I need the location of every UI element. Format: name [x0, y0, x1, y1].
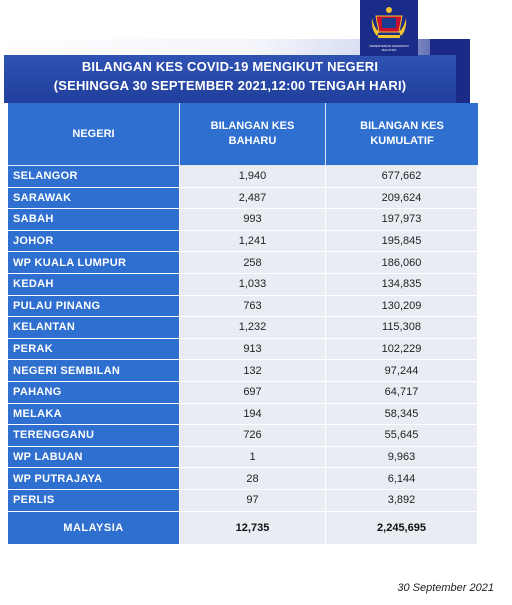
cell-baharu: 1,940: [180, 166, 326, 188]
table-row: [8, 231, 478, 253]
table-row: [8, 252, 478, 274]
cell-kumulatif: 3,892: [326, 490, 478, 512]
column-header-kumulatif-label: BILANGAN KES KUMULATIF: [360, 120, 444, 147]
table-row: [8, 296, 478, 318]
cell-kumulatif: 115,308: [326, 317, 478, 339]
cell-kumulatif: 197,973: [326, 209, 478, 231]
cell-baharu: 726: [180, 425, 326, 447]
page-title: [4, 57, 456, 95]
table-row: [8, 447, 478, 469]
cell-kumulatif: 58,345: [326, 404, 478, 426]
cell-baharu: 1,241: [180, 231, 326, 253]
cell-negeri: PAHANG: [8, 382, 180, 404]
cell-negeri: SELANGOR: [8, 166, 180, 188]
cell-negeri: NEGERI SEMBILAN: [8, 360, 180, 382]
cell-negeri: SARAWAK: [8, 188, 180, 210]
covid-cases-table: [8, 103, 478, 545]
cell-baharu: 697: [180, 382, 326, 404]
cell-baharu: 194: [180, 404, 326, 426]
cell-baharu: 1,232: [180, 317, 326, 339]
cell-kumulatif: 97,244: [326, 360, 478, 382]
cell-negeri: KEDAH: [8, 274, 180, 296]
cell-negeri: MELAKA: [8, 404, 180, 426]
cell-kumulatif: 134,835: [326, 274, 478, 296]
table-row: [8, 360, 478, 382]
table-row: [8, 317, 478, 339]
cell-negeri: TERENGGANU: [8, 425, 180, 447]
table-row: [8, 425, 478, 447]
report-date: 30 September 2021: [397, 582, 494, 594]
cell-baharu: 2,487: [180, 188, 326, 210]
table-row: [8, 382, 478, 404]
cell-negeri: JOHOR: [8, 231, 180, 253]
cell-baharu: 132: [180, 360, 326, 382]
table-row: [8, 404, 478, 426]
cell-baharu: 1: [180, 447, 326, 469]
cell-kumulatif: 102,229: [326, 339, 478, 361]
cell-negeri: WP KUALA LUMPUR: [8, 252, 180, 274]
malaysia-crest-icon: [370, 6, 408, 40]
cell-negeri: WP PUTRAJAYA: [8, 468, 180, 490]
cell-baharu: 763: [180, 296, 326, 318]
column-header-baharu: [180, 103, 326, 166]
cell-negeri: SABAH: [8, 209, 180, 231]
cell-kumulatif: 6,144: [326, 468, 478, 490]
table-row: [8, 468, 478, 490]
cell-kumulatif: 677,662: [326, 166, 478, 188]
cell-negeri: PERLIS: [8, 490, 180, 512]
total-row: [8, 512, 478, 545]
cell-kumulatif: 9,963: [326, 447, 478, 469]
total-kumulatif: 2,245,695: [326, 512, 478, 545]
cell-kumulatif: 64,717: [326, 382, 478, 404]
cell-baharu: 913: [180, 339, 326, 361]
cell-baharu: 97: [180, 490, 326, 512]
cell-kumulatif: 195,845: [326, 231, 478, 253]
title-line-2: (SEHINGGA 30 SEPTEMBER 2021,12:00 TENGAH HARI): [53, 78, 407, 93]
cell-kumulatif: 209,624: [326, 188, 478, 210]
table-row: [8, 166, 478, 188]
column-header-baharu-label: BILANGAN KES BAHARU: [210, 120, 295, 147]
table-row: [8, 339, 478, 361]
cell-negeri: WP LABUAN: [8, 447, 180, 469]
cell-negeri: KELANTAN: [8, 317, 180, 339]
column-header-kumulatif: [326, 103, 478, 166]
cell-baharu: 993: [180, 209, 326, 231]
title-line-1: BILANGAN KES COVID-19 MENGIKUT NEGERI: [81, 59, 379, 74]
cell-baharu: 28: [180, 468, 326, 490]
table-row: [8, 188, 478, 210]
cell-baharu: 258: [180, 252, 326, 274]
cell-baharu: 1,033: [180, 274, 326, 296]
table-row: [8, 490, 478, 512]
crest-caption: KEMENTERIAN KESIHATAN MALAYSIA: [369, 44, 409, 52]
cell-kumulatif: 130,209: [326, 296, 478, 318]
cell-kumulatif: 186,060: [326, 252, 478, 274]
total-baharu: 12,735: [180, 512, 326, 545]
cell-negeri: PULAU PINANG: [8, 296, 180, 318]
table-body: [8, 166, 478, 512]
column-header-negeri: NEGERI: [8, 103, 180, 166]
table-row: [8, 209, 478, 231]
cell-negeri: PERAK: [8, 339, 180, 361]
table-row: [8, 274, 478, 296]
table-header-row: [8, 103, 478, 166]
total-label: MALAYSIA: [8, 512, 180, 545]
cell-kumulatif: 55,645: [326, 425, 478, 447]
